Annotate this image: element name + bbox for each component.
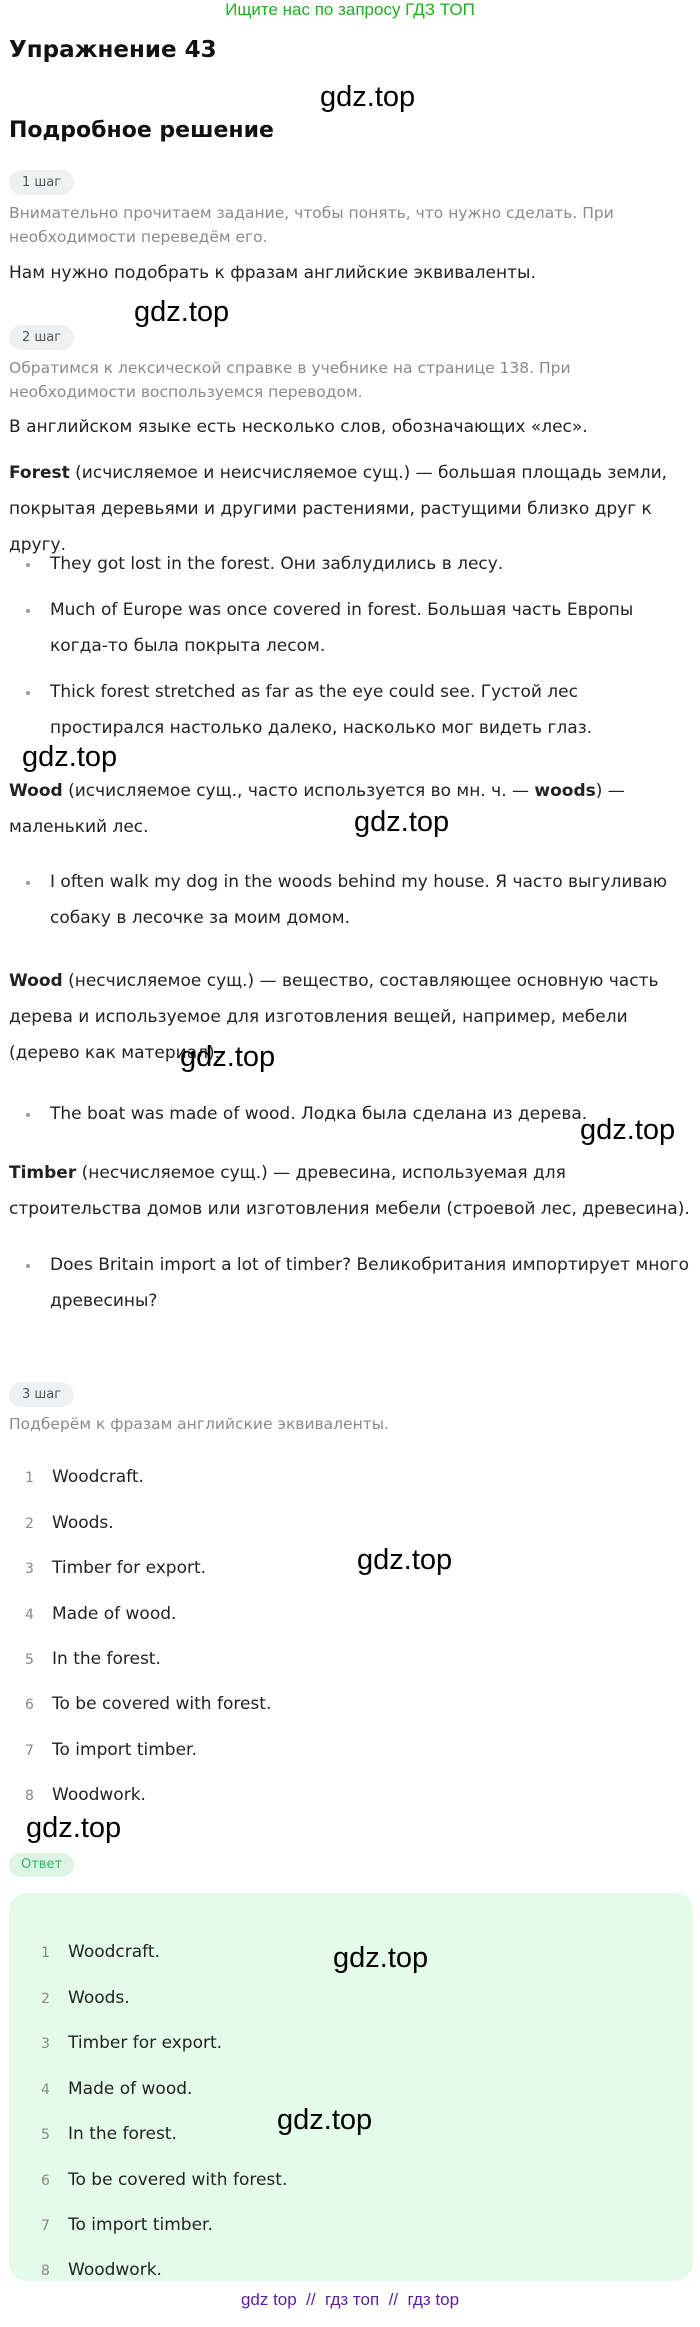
watermark: gdz.top bbox=[333, 1942, 429, 1974]
definition-timber: Timber (несчисляемое сущ.) — древесина, используемая для строительства домов или изготовления мебели (строевой лес, древесина). bbox=[9, 1163, 690, 1219]
term-forest: Forest bbox=[9, 463, 70, 483]
term-woods: woods bbox=[534, 781, 596, 801]
step-text: Нам нужно подобрать к фразам английские эквиваленты. bbox=[9, 263, 536, 283]
definition-wood: Wood (несчисляемое сущ.) — вещество, составляющее основную часть дерева и используемое для изготовления вещей, например, мебели (дерево как материал). bbox=[9, 971, 659, 1063]
example-item: Much of Europe was once covered in forest. Большая часть Европы когда-то была покрыта лесом. bbox=[28, 592, 694, 664]
step-badge: 2 шаг bbox=[9, 325, 74, 350]
watermark: gdz.top bbox=[134, 296, 230, 328]
top-banner: Ищите нас по запросу ГДЗ ТОП bbox=[225, 0, 475, 19]
footer-links[interactable]: gdz top // гдз топ // гдз top bbox=[240, 2290, 460, 2309]
answer-item: 2 Woods. bbox=[41, 1988, 130, 2008]
list-item: 5 In the forest. bbox=[25, 1649, 161, 1669]
term-wood: Wood bbox=[9, 971, 63, 991]
list-item: 4 Made of wood. bbox=[25, 1604, 177, 1624]
example-item: They got lost in the forest. Они заблудились в лесу. bbox=[28, 546, 694, 582]
example-item: Does Britain import a lot of timber? Великобритания импортирует много древесины? bbox=[28, 1247, 694, 1319]
list-item: 7 To import timber. bbox=[25, 1740, 197, 1760]
step-badge: 1 шаг bbox=[9, 170, 74, 195]
definition-woods: Wood (исчисляемое сущ., часто используется во мн. ч. — woods) — маленький лес. bbox=[9, 781, 625, 837]
section-title: Подробное решение bbox=[9, 118, 274, 143]
answer-item: 5 In the forest. bbox=[41, 2124, 177, 2144]
bullet-icon bbox=[26, 691, 30, 695]
example-item: I often walk my dog in the woods behind my house. Я часто выгуливаю собаку в лесочке за моим домом. bbox=[28, 864, 694, 936]
page-title: Упражнение 43 bbox=[9, 37, 217, 63]
answer-badge: Ответ bbox=[9, 1853, 74, 1877]
watermark: gdz.top bbox=[22, 741, 118, 773]
term-timber: Timber bbox=[9, 1163, 77, 1183]
list-item: 1 Woodcraft. bbox=[25, 1467, 144, 1487]
step-hint: Обратимся к лексической справке в учебнике на странице 138. При необходимости воспользуемся переводом. bbox=[9, 359, 571, 401]
bullet-icon bbox=[26, 1113, 30, 1117]
watermark: gdz.top bbox=[357, 1544, 453, 1576]
step-badge: 3 шаг bbox=[9, 1382, 74, 1407]
step-intro: В английском языке есть несколько слов, обозначающих «лес». bbox=[9, 417, 588, 437]
bullet-icon bbox=[26, 609, 30, 613]
watermark: gdz.top bbox=[26, 1812, 122, 1844]
bullet-icon bbox=[26, 1264, 30, 1268]
example-item: The boat was made of wood. Лодка была сделана из дерева. bbox=[28, 1096, 694, 1132]
watermark: gdz.top bbox=[277, 2104, 373, 2136]
answer-item: 8 Woodwork. bbox=[41, 2260, 162, 2280]
answer-item: 6 To be covered with forest. bbox=[41, 2170, 288, 2190]
answer-item: 3 Timber for export. bbox=[41, 2033, 223, 2053]
step-hint: Подберём к фразам английские эквиваленты. bbox=[9, 1415, 389, 1433]
step-hint: Внимательно прочитаем задание, чтобы понять, что нужно сделать. При необходимости переведём его. bbox=[9, 204, 614, 246]
bullet-icon bbox=[26, 563, 30, 567]
example-item: Thick forest stretched as far as the eye could see. Густой лес простирался настолько далеко, насколько мог видеть глаз. bbox=[28, 674, 694, 746]
definition-text: (исчисляемое и неисчисляемое сущ.) — большая площадь земли, покрытая деревьями и другими растениями, растущими близко друг к другу. bbox=[9, 463, 668, 555]
watermark: gdz.top bbox=[580, 1114, 676, 1146]
list-item: 3 Timber for export. bbox=[25, 1558, 207, 1578]
answer-item: 4 Made of wood. bbox=[41, 2079, 193, 2099]
answer-item: 1 Woodcraft. bbox=[41, 1942, 160, 1962]
list-item: 8 Woodwork. bbox=[25, 1785, 146, 1805]
list-item: 2 Woods. bbox=[25, 1513, 114, 1533]
bullet-icon bbox=[26, 881, 30, 885]
watermark: gdz.top bbox=[354, 806, 450, 838]
watermark: gdz.top bbox=[320, 81, 416, 113]
answer-item: 7 To import timber. bbox=[41, 2215, 213, 2235]
watermark: gdz.top bbox=[180, 1041, 276, 1073]
list-item: 6 To be covered with forest. bbox=[25, 1694, 272, 1714]
term-wood: Wood bbox=[9, 781, 63, 801]
